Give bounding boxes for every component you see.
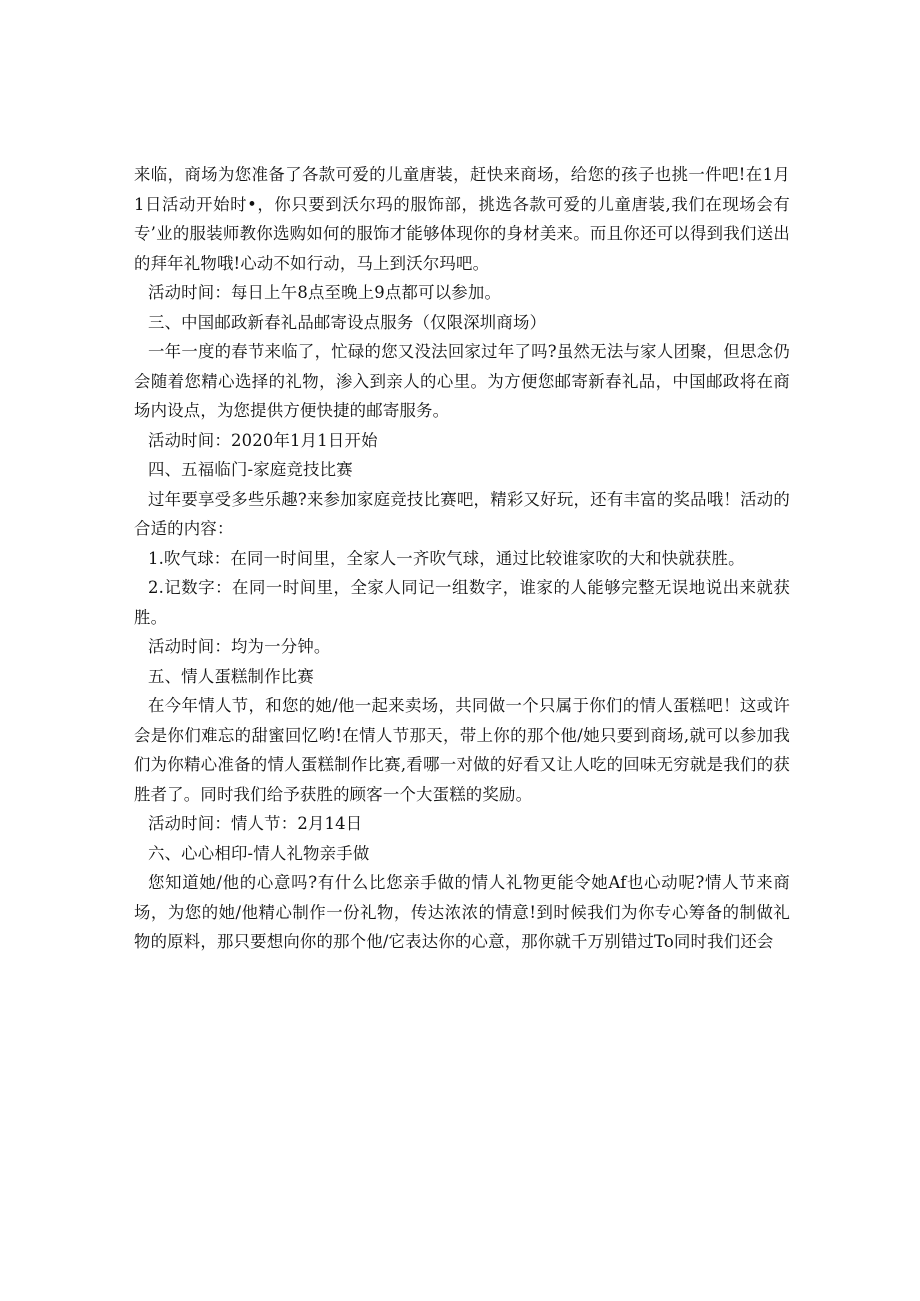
list-item-numbers: 2.记数字：在同一时间里，全家人同记一组数字，谁家的人能够完整无误地说出来就获胜。 (134, 578, 790, 627)
section-heading-4: 四、五福临门-家庭竞技比赛 (148, 460, 353, 479)
paragraph-activity-time-4: 活动时间：情人节：2月14日 (148, 814, 363, 833)
paragraph-activity-time-3: 活动时间：均为一分钟。 (148, 637, 331, 656)
paragraph-activity-time-2: 活动时间：2020年1月1日开始 (148, 430, 378, 450)
paragraph-cake-contest: 在今年情人节，和您的她/他一起来卖场，共同做一个只属于你们的情人蛋糕吧！这或许会是你们难忘的甜蜜回忆哟!在情人节那天，带上你的那个他/她只要到商场,就可以参加我们为你精心准备的情人蛋糕制作比赛,看哪一对做的好看又让人吃的回味无穷就是我们的获胜者了。同时我们给予获胜的顾客一个大蛋糕的奖励。 (134, 696, 790, 804)
document-body (134, 160, 790, 957)
paragraph-family-contest: 过年要享受多些乐趣?来参加家庭竞技比赛吧，精彩又好玩，还有丰富的奖品哦！活动的合适的内容： (134, 489, 790, 538)
section-heading-6: 六、心心相印-情人礼物亲手做 (148, 843, 370, 863)
paragraph-postal-service: 一年一度的春节来临了，忙碌的您又没法回家过年了吗?虽然无法与家人团聚，但思念仍会随着您精心选择的礼物，渗入到亲人的心里。为方便您邮寄新春礼品，中国邮政将在商场内设点，为您提供方便快捷的邮寄服务。 (134, 342, 790, 420)
paragraph-handmade-gift: 您知道她/他的心意吗?有什么比您亲手做的情人礼物更能令她Af也心动呢?情人节来商场，为您的她/他精心制作一份礼物，传达浓浓的情意!到时候我们为你专心筹备的制做礼物的原料，那只要想向你的那个他/它表达你的心意，那你就千万别错过To同时我们还会 (134, 873, 790, 951)
list-item-balloon: 1.吹气球：在同一时间里，全家人一齐吹气球，通过比较谁家吹的大和快就获胜。 (148, 548, 745, 568)
paragraph-children-costume: 来临，商场为您准备了各款可爱的儿童唐装，赶快来商场，给您的孩子也挑一件吧!在1月1日活动开始时•，你只要到沃尔玛的服饰部，挑选各款可爱的儿童唐装,我们在现场会有专’业的服装师教你选购如何的服饰才能够体现你的身材美来。而且你还可以得到我们送出的拜年礼物哦!心动不如行动，马上到沃尔玛吧。 (134, 165, 790, 273)
paragraph-activity-time-1: 活动时间：每日上午8点至晚上9点都可以参加。 (148, 283, 502, 302)
section-heading-5: 五、情人蛋糕制作比赛 (148, 666, 314, 686)
section-heading-3: 三、中国邮政新春礼品邮寄设点服务（仅限深圳商场） (148, 312, 547, 332)
